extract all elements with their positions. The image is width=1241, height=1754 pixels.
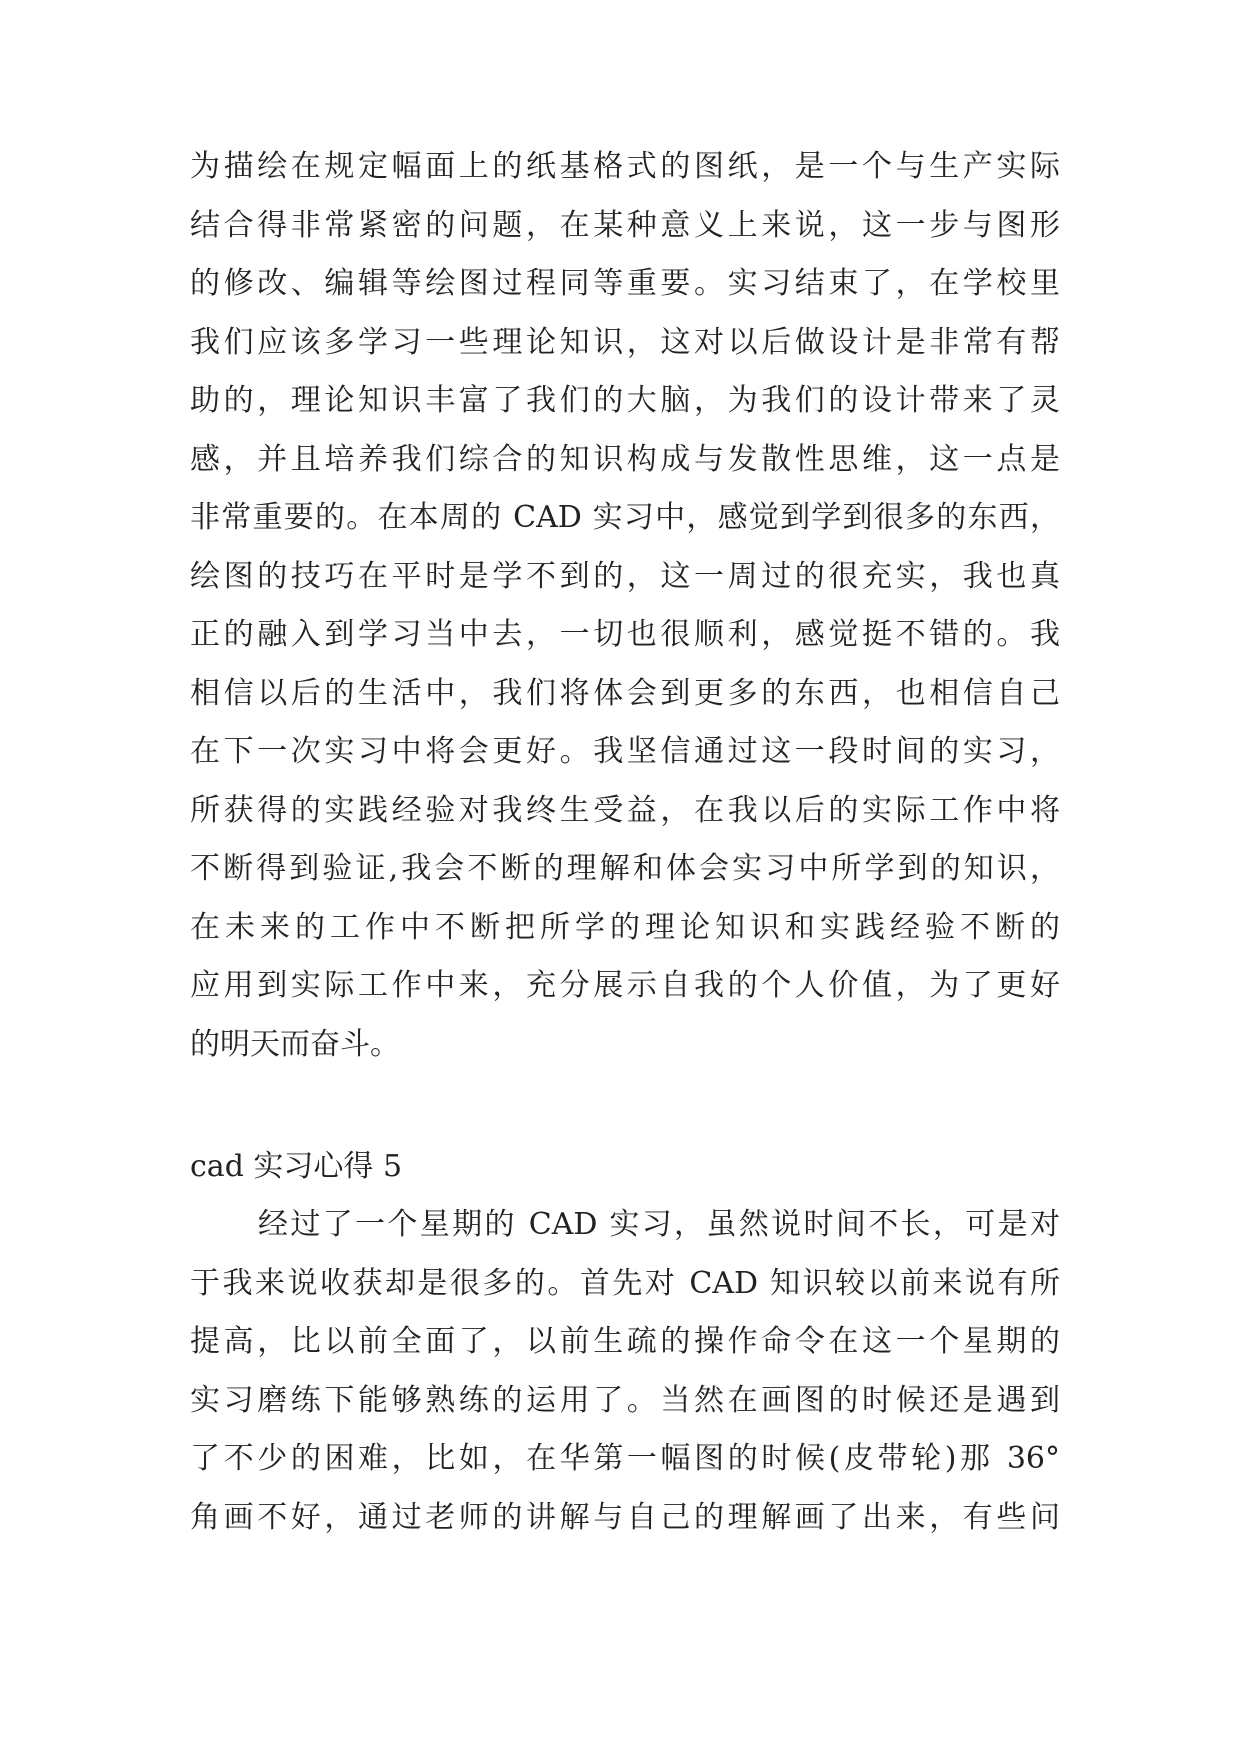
text-line: 结合得非常紧密的问题，在某种意义上来说，这一步与图形 [190, 207, 1060, 243]
text-line: 正的融入到学习当中去，一切也很顺利，感觉挺不错的。我 [190, 617, 1060, 652]
text-line: 绘图的技巧在平时是学不到的，这一周过的很充实，我也真 [190, 558, 1060, 594]
text-line: 的明天而奋斗。 [190, 1026, 400, 1062]
text-line: 了不少的困难，比如，在华第一幅图的时候(皮带轮)那 36° [190, 1441, 1060, 1476]
text-line: 角画不好，通过老师的讲解与自己的理解画了出来，有些问 [190, 1499, 1060, 1535]
text-line: 为描绘在规定幅面上的纸基格式的图纸，是一个与生产实际 [190, 149, 1060, 184]
text-line: 非常重要的。在本周的 CAD 实习中，感觉到学到很多的东西， [190, 500, 1060, 535]
text-line: 在下一次实习中将会更好。我坚信通过这一段时间的实习， [190, 734, 1060, 769]
section-heading: cad 实习心得 5 [190, 1149, 403, 1184]
text-line: 应用到实际工作中来，充分展示自我的个人价值，为了更好 [190, 968, 1060, 1003]
paragraph-body [190, 1196, 1060, 1547]
paragraph-continuation [190, 138, 1060, 1074]
text-line: 经过了一个星期的 CAD 实习，虽然说时间不长，可是对 [258, 1207, 1060, 1242]
text-line: 助的，理论知识丰富了我们的大脑，为我们的设计带来了灵 [190, 383, 1060, 418]
text-line: 相信以后的生活中，我们将体会到更多的东西，也相信自己 [190, 675, 1060, 711]
text-line: 不断得到验证,我会不断的理解和体会实习中所学到的知识， [190, 851, 1060, 886]
text-line: 于我来说收获却是很多的。首先对 CAD 知识较以前来说有所 [190, 1265, 1060, 1301]
text-line: 感，并且培养我们综合的知识构成与发散性思维，这一点是 [190, 441, 1060, 477]
text-line: 我们应该多学习一些理论知识，这对以后做设计是非常有帮 [190, 324, 1060, 360]
text-line: 实习磨练下能够熟练的运用了。当然在画图的时候还是遇到 [190, 1382, 1060, 1418]
text-line: 所获得的实践经验对我终生受益，在我以后的实际工作中将 [190, 792, 1060, 828]
text-line: 在未来的工作中不断把所学的理论知识和实践经验不断的 [190, 909, 1060, 945]
text-line: 的修改、编辑等绘图过程同等重要。实习结束了，在学校里 [190, 266, 1060, 301]
text-line: 提高，比以前全面了，以前生疏的操作命令在这一个星期的 [190, 1324, 1060, 1359]
